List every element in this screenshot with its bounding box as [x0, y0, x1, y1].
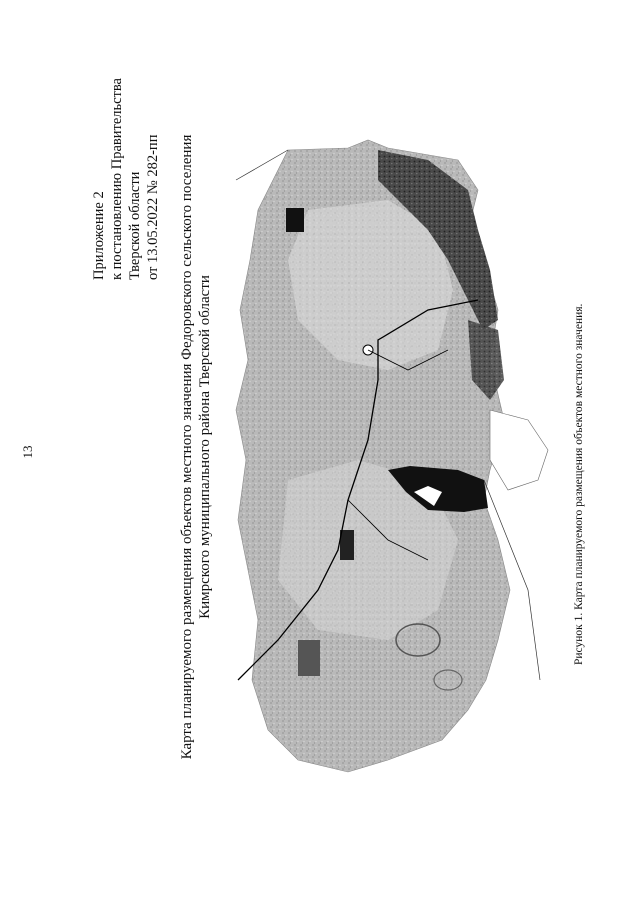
- page-number: 13: [20, 445, 35, 459]
- map-graphic: [228, 120, 558, 780]
- map-title-line-1: Карта планируемого размещения объектов местного значения Федоровского сельского поселения: [179, 134, 195, 760]
- appendix-header: [90, 78, 162, 280]
- settlement-map-image: [228, 120, 558, 780]
- appendix-line-3: Тверской области: [127, 171, 143, 280]
- appendix-line-2: к постановлению Правительства: [109, 78, 125, 280]
- appendix-line-1: Приложение 2: [91, 191, 107, 280]
- appendix-line-4: от 13.05.2022 № 282-пп: [145, 134, 161, 280]
- map-title-line-2: Кимрского муниципального района Тверской области: [197, 275, 213, 619]
- figure-caption: Рисунок 1. Карта планируемого размещения объектов местного значения.: [573, 303, 585, 665]
- map-title: [178, 124, 214, 770]
